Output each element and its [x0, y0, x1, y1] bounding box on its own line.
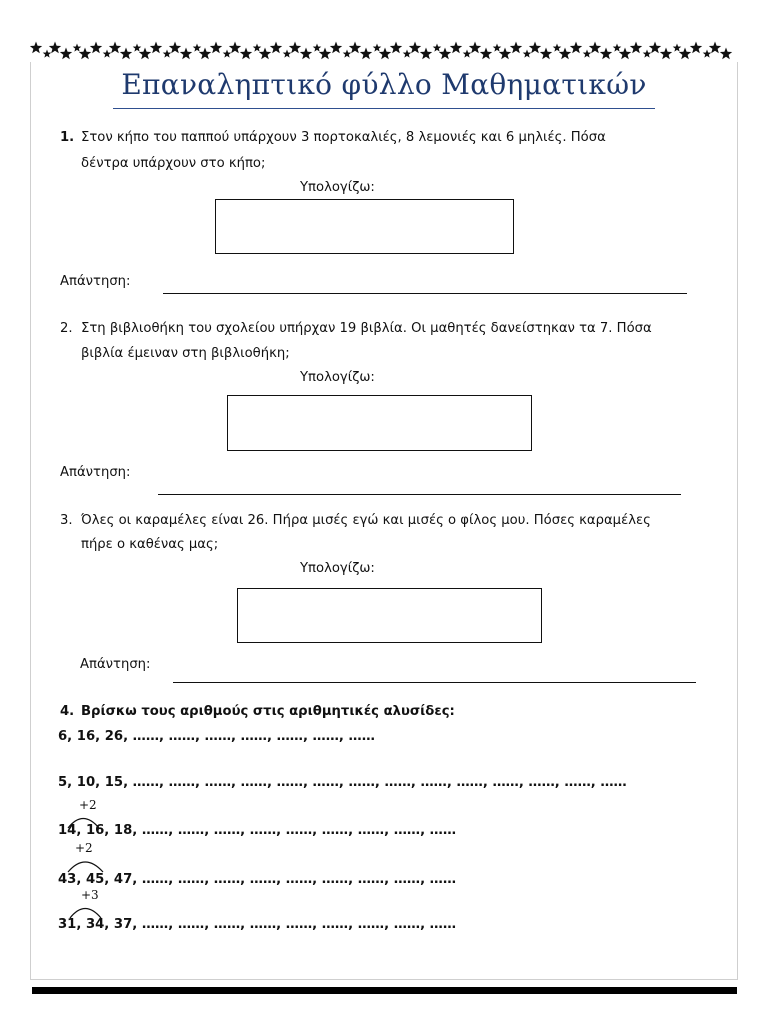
q3-text-line2: πήρε ο καθένας μας; — [81, 537, 219, 552]
border-star-icon — [643, 50, 652, 58]
border-star-icon — [480, 48, 492, 60]
border-star-icon — [510, 42, 522, 54]
border-star-icon — [253, 44, 262, 52]
border-star-icon — [403, 50, 412, 58]
q3-number: 3. — [60, 513, 73, 528]
border-star-icon — [613, 44, 622, 52]
border-star-icon — [289, 42, 301, 54]
page-title: Επαναληπτικό φύλλο Μαθηματικών — [121, 68, 647, 101]
chain-2: 5, 10, 15, ……, ……, ……, ……, ……, ……, ……, ……, ……, ……, ……, ……, ……, …… — [58, 775, 627, 790]
border-star-icon — [463, 50, 472, 58]
border-star-icon — [49, 42, 61, 54]
border-star-icon — [120, 48, 132, 60]
border-star-icon — [360, 48, 372, 60]
border-star-icon — [193, 44, 202, 52]
q3-calc-label: Υπολογίζω: — [300, 561, 375, 576]
q3-calc-box[interactable] — [237, 588, 542, 643]
border-star-icon — [553, 44, 562, 52]
q4-number: 4. — [60, 704, 75, 719]
q3-text-line1: Όλες οι καραμέλες είναι 26. Πήρα μισές εγώ και μισές ο φίλος μου. Πόσες καραμέλες — [81, 513, 651, 528]
border-star-icon — [619, 48, 631, 60]
chain-3: 14, 16, 18, ……, ……, ……, ……, ……, ……, ……, ……, …… — [58, 823, 457, 838]
border-star-icon — [223, 50, 232, 58]
q2-calc-box[interactable] — [227, 395, 532, 451]
border-star-icon — [703, 50, 712, 58]
border-star-icon — [450, 42, 462, 54]
border-star-icon — [319, 48, 331, 60]
title-underline — [113, 108, 655, 109]
q1-number: 1. — [60, 130, 75, 145]
border-star-icon — [150, 42, 162, 54]
border-star-icon — [570, 42, 582, 54]
chain-4: 43, 45, 47, ……, ……, ……, ……, ……, ……, ……, ……, …… — [58, 872, 457, 887]
border-star-icon — [390, 42, 402, 54]
chain-1: 6, 16, 26, ……, ……, ……, ……, ……, ……, …… — [58, 729, 375, 744]
border-star-icon — [630, 42, 642, 54]
border-star-icon — [73, 44, 82, 52]
border-star-icon — [493, 44, 502, 52]
q2-answer-label: Απάντηση: — [60, 465, 131, 480]
q2-calc-label: Υπολογίζω: — [300, 370, 375, 385]
border-star-icon — [679, 48, 691, 60]
q1-text-line1: Στον κήπο του παππού υπάρχουν 3 πορτοκαλιές, 8 λεμονιές και 6 μηλιές. Πόσα — [81, 130, 606, 145]
border-star-icon — [583, 50, 592, 58]
q1-answer-label: Απάντηση: — [60, 274, 131, 289]
q1-answer-line[interactable] — [163, 293, 687, 294]
border-star-icon — [180, 48, 192, 60]
border-star-icon — [133, 44, 142, 52]
border-star-icon — [709, 42, 721, 54]
border-star-icon — [499, 48, 511, 60]
border-star-icon — [109, 42, 121, 54]
step-label-1: +2 — [79, 798, 97, 812]
border-star-icon — [559, 48, 571, 60]
border-star-icon — [349, 42, 361, 54]
border-star-icon — [103, 50, 112, 58]
q2-answer-line[interactable] — [158, 494, 681, 495]
border-star-icon — [229, 42, 241, 54]
q1-text-line2: δέντρα υπάρχουν στο κήπο; — [81, 156, 266, 171]
border-star-icon — [270, 42, 282, 54]
border-star-icon — [649, 42, 661, 54]
border-star-icon — [673, 44, 682, 52]
border-star-icon — [259, 48, 271, 60]
border-star-icon — [90, 42, 102, 54]
border-star-icon — [313, 44, 322, 52]
step-label-3: +3 — [81, 888, 99, 902]
chain-5: 31, 34, 37, ……, ……, ……, ……, ……, ……, ……, ……, …… — [58, 917, 457, 932]
border-star-icon — [720, 48, 732, 60]
border-star-icon — [529, 42, 541, 54]
q2-number: 2. — [60, 321, 73, 336]
border-star-icon — [169, 42, 181, 54]
q3-answer-line[interactable] — [173, 682, 696, 683]
star-border — [30, 40, 738, 62]
border-star-icon — [343, 50, 352, 58]
border-star-icon — [540, 48, 552, 60]
border-star-icon — [199, 48, 211, 60]
border-star-icon — [433, 44, 442, 52]
q1-calc-box[interactable] — [215, 199, 514, 254]
border-star-icon — [330, 42, 342, 54]
border-star-icon — [523, 50, 532, 58]
q1-calc-label: Υπολογίζω: — [300, 180, 375, 195]
q4-heading: Βρίσκω τους αριθμούς στις αριθμητικές αλυσίδες: — [81, 704, 455, 719]
border-star-icon — [420, 48, 432, 60]
border-star-icon — [379, 48, 391, 60]
border-star-icon — [43, 50, 52, 58]
border-star-icon — [439, 48, 451, 60]
border-star-icon — [240, 48, 252, 60]
border-star-icon — [690, 42, 702, 54]
border-star-icon — [139, 48, 151, 60]
border-star-icon — [210, 42, 222, 54]
border-star-icon — [283, 50, 292, 58]
border-star-icon — [30, 42, 42, 54]
q2-text-line1: Στη βιβλιοθήκη του σχολείου υπήρχαν 19 βιβλία. Οι μαθητές δανείστηκαν τα 7. Πόσα — [81, 321, 652, 336]
step-label-2: +2 — [75, 841, 93, 855]
border-star-icon — [60, 48, 72, 60]
border-star-icon — [300, 48, 312, 60]
q2-text-line2: βιβλία έμειναν στη βιβλιοθήκη; — [81, 346, 290, 361]
border-star-icon — [373, 44, 382, 52]
border-star-icon — [163, 50, 172, 58]
border-star-icon — [600, 48, 612, 60]
border-star-icon — [660, 48, 672, 60]
q3-answer-label: Απάντηση: — [80, 657, 151, 672]
border-star-icon — [469, 42, 481, 54]
border-star-icon — [79, 48, 91, 60]
border-star-icon — [589, 42, 601, 54]
border-star-icon — [409, 42, 421, 54]
bottom-bar — [32, 987, 737, 994]
